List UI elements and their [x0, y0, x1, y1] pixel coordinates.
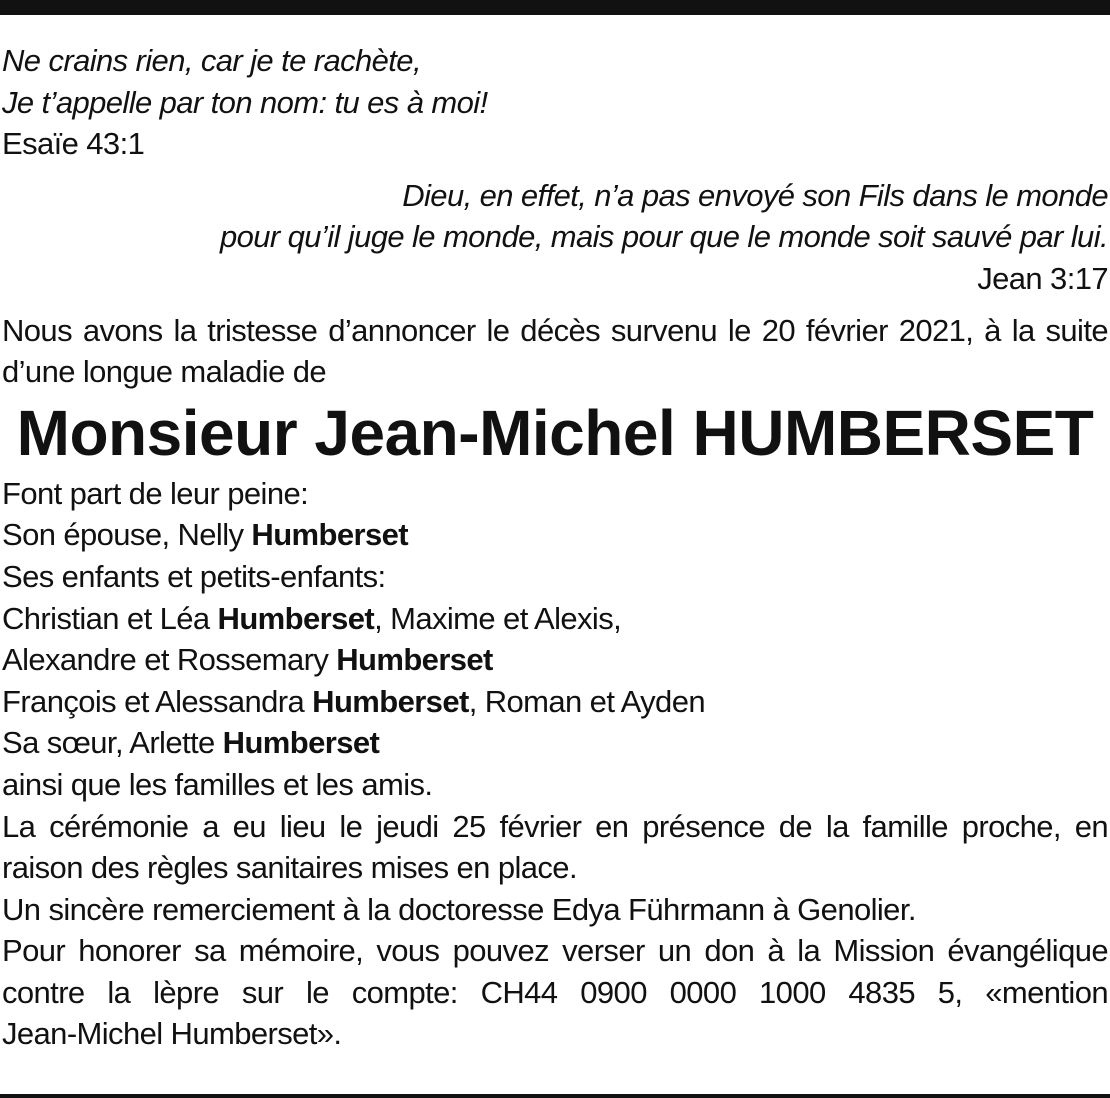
family-child-3: [2, 681, 1108, 723]
child-3-surname: Humberset: [312, 683, 469, 719]
child-2-surname: Humberset: [336, 642, 493, 678]
child-1-suffix: , Maxime et Alexis,: [374, 600, 622, 636]
obituary-notice: [2, 40, 1108, 1055]
spouse-prefix: Son épouse, Nelly: [2, 517, 252, 553]
bottom-rule: [0, 1094, 1110, 1098]
child-2-prefix: Alexandre et Rossemary: [2, 642, 337, 678]
verse-john-line-2: pour qu’il juge le monde, mais pour que le monde soit sauvé par lui.: [219, 219, 1108, 255]
family-list: [2, 473, 1108, 806]
child-1-prefix: Christian et Léa: [2, 600, 218, 636]
death-announcement: Nous avons la tristesse d’annoncer le décès survenu le 20 février 2021, à la suite d’une longue maladie de: [2, 312, 1108, 390]
family-intro: Font part de leur peine:: [2, 475, 309, 511]
verse-isaiah: [2, 40, 1108, 165]
child-3-prefix: François et Alessandra: [2, 683, 313, 719]
verse-john: [2, 175, 1108, 300]
child-3-suffix: , Roman et Ayden: [468, 683, 705, 719]
thanks-text: Un sincère remerciement à la doctoresse Edya Führmann à Genolier.: [2, 891, 916, 927]
spouse-surname: Humberset: [251, 517, 408, 553]
verse-john-line-1: Dieu, en effet, n’a pas envoyé son Fils dans le monde: [402, 177, 1108, 213]
sister-surname: Humberset: [222, 725, 380, 761]
child-1-surname: Humberset: [217, 600, 375, 636]
family-sister: [2, 722, 1108, 764]
family-spouse: [2, 514, 1108, 556]
donation-line-2: contre la lèpre sur le compte: CH44 0900 0000 1000 4835 5, «mention: [2, 974, 1108, 1010]
donation-line-1: Pour honorer sa mémoire, vous pouvez verser un don à la Mission évangélique: [2, 933, 1108, 969]
verse-john-reference: Jean 3:17: [977, 260, 1108, 296]
ceremony-text: La cérémonie a eu lieu le jeudi 25 février en présence de la famille proche, en raison des règles sanitaires mises en place.: [2, 808, 1108, 886]
verse-isaiah-reference: Esaïe 43:1: [2, 126, 145, 162]
donation-line-3: Jean-Michel Humberset».: [2, 1016, 342, 1052]
sister-prefix: Sa sœur, Arlette: [2, 725, 223, 761]
family-children-heading: Ses enfants et petits-enfants:: [2, 558, 386, 594]
family-child-1: [2, 598, 1108, 640]
donation-text: [2, 930, 1108, 1055]
verse-isaiah-line-2: Je t’appelle par ton nom: tu es à moi!: [2, 84, 488, 120]
family-child-2: [2, 639, 1108, 681]
family-others: ainsi que les familles et les amis.: [2, 766, 433, 802]
deceased-name: Monsieur Jean-Michel HUMBERSET: [16, 396, 1094, 469]
top-rule: [0, 0, 1110, 15]
verse-isaiah-line-1: Ne crains rien, car je te rachète,: [2, 43, 421, 78]
